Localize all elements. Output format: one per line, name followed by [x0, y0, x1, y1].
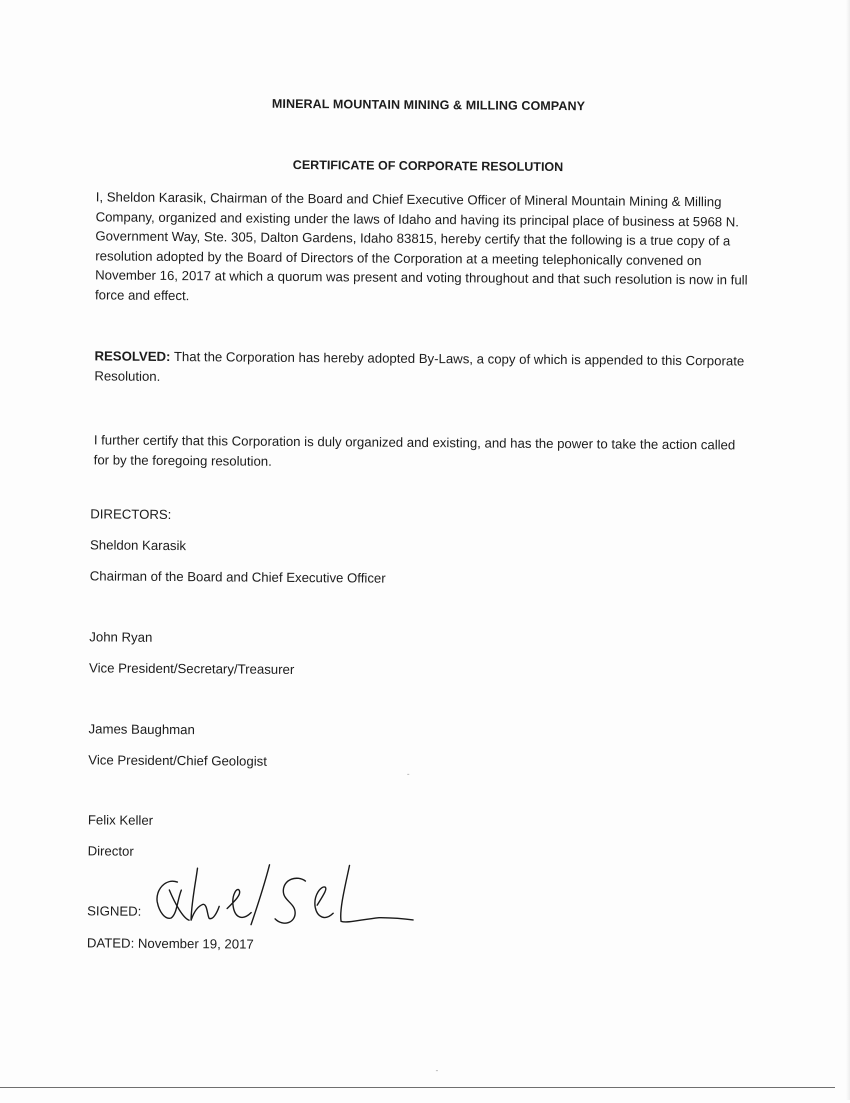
further-certify-paragraph: I further certify that this Corporation is duly organized and existing, and has the power to take the action called for by the foregoing resolution. — [93, 432, 736, 469]
company-name: MINERAL MOUNTAIN MINING & MILLING COMPANY — [271, 96, 586, 114]
resolved-text: That the Corporation has hereby adopted By-Laws, a copy of which is appended to this Corporate Resolution. — [94, 348, 745, 384]
director-name: John Ryan — [89, 629, 153, 645]
certificate-title: CERTIFICATE OF CORPORATE RESOLUTION — [292, 157, 564, 175]
handwritten-signature — [147, 854, 418, 936]
scan-edge-line — [0, 1087, 835, 1088]
director-title: Vice President/Secretary/Treasurer — [89, 660, 295, 677]
director-title: Chairman of the Board and Chief Executive Officer — [89, 568, 386, 586]
director-name: Felix Keller — [87, 812, 154, 828]
director-title: Director — [87, 843, 134, 859]
scan-speck — [407, 774, 409, 775]
dated-line: DATED: November 19, 2017 — [86, 935, 254, 952]
director-name: James Baughman — [88, 721, 195, 738]
resolved-label: RESOLVED: — [94, 348, 171, 364]
scan-edge-shadow — [846, 0, 850, 1100]
signed-label: SIGNED: — [87, 903, 142, 919]
director-name: Sheldon Karasik — [89, 537, 187, 554]
scan-speck — [436, 1070, 438, 1071]
director-title: Vice President/Chief Geologist — [88, 752, 268, 769]
intro-paragraph: I, Sheldon Karasik, Chairman of the Board and Chief Executive Officer of Mineral Mountain Mining & Milling Company, organized and existing under the laws of Idaho and having its principal place of business at 5968 N. Government Way, Ste. 305, Dalton Gardens, Idaho 83815, hereby certify that the following is a true copy of a resolution adopted by the Board of Directors of the Corporation at a meeting telephonically convened on November 16, 2017 at which a quorum was present and voting throughout and that such resolution is now in full force and effect. — [94, 189, 748, 303]
resolved-paragraph — [94, 346, 754, 390]
directors-heading: DIRECTORS: — [90, 506, 172, 523]
